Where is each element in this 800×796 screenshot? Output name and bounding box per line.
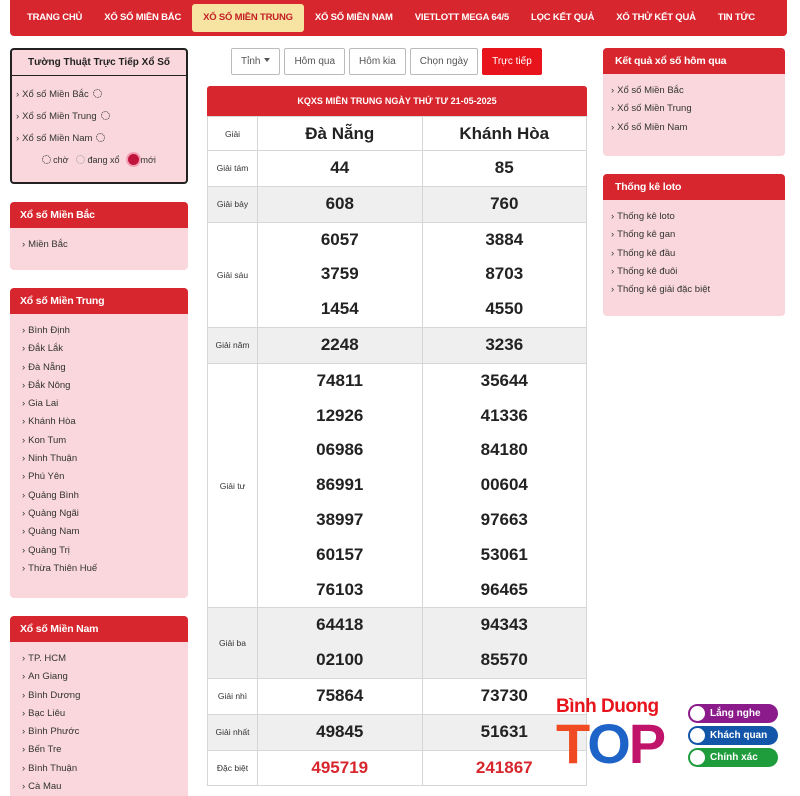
prize-number: 06986 [316,440,364,460]
nav-filter-results[interactable]: LỌC KẾT QUẢ [531,12,595,23]
nav-news[interactable]: TIN TỨC [717,12,755,23]
box-mien-bac-title: Xổ số Miền Bắc [10,202,188,228]
sidebar-link-province[interactable]: › An Giang [22,668,188,686]
prize-number: 85 [494,158,514,177]
running-spinner-icon [76,155,85,164]
sidebar-link-province[interactable]: › Quảng Bình [22,487,188,505]
sidebar-link-province[interactable]: › Bình Thuận [22,760,188,778]
watermark-logo: TOP [556,712,665,775]
sidebar-link-province[interactable]: › Thừa Thiên Huế [22,560,188,578]
prize-number: 94343 [480,615,528,635]
prize-row [208,151,587,187]
sidebar-link-province[interactable]: › Quảng Ngãi [22,505,188,523]
waiting-spinner-icon [96,133,105,142]
sidebar-link-province[interactable]: › Ninh Thuận [22,450,188,468]
live-draw-title: Tường Thuật Trực Tiếp Xổ Số [12,50,186,76]
sidebar-link-province[interactable]: › Quảng Trị [22,542,188,560]
result-panel [207,86,587,786]
prize-numbers [258,608,423,679]
tag-objective: Khách quan [688,726,778,745]
prize-number: 96465 [480,579,528,599]
live-item-mien-bac[interactable]: › Xổ số Miền Bắc [16,84,186,106]
sidebar-link-province[interactable]: › Khánh Hòa [22,413,188,431]
live-item-mien-trung[interactable]: › Xổ số Miền Trung [16,106,186,128]
prize-number: 75864 [316,685,364,705]
prize-label: Giải nhất [208,714,258,750]
loto-stats-link[interactable]: › Thống kê giải đặc biệt [611,281,785,299]
loto-stats-box [603,174,785,316]
prize-label: Giải sáu [208,222,258,327]
waiting-spinner-icon [42,155,51,164]
prize-numbers [258,327,423,363]
prize-numbers [258,151,423,187]
yesterday-results-box [603,48,785,156]
prize-row [208,678,587,714]
prize-numbers [258,750,423,786]
prize-number: 86991 [316,475,364,495]
sidebar-link-province[interactable]: › Phú Yên [22,468,188,486]
waiting-spinner-icon [101,111,110,120]
prize-label: Đặc biệt [208,750,258,786]
prize-numbers [258,714,423,750]
sidebar-link-province[interactable]: › Bình Dương [22,687,188,705]
prize-number: 97663 [480,509,528,529]
sidebar-link-mien-bac[interactable]: › Miền Bắc [22,236,188,254]
prize-numbers [258,678,423,714]
prize-number: 76103 [316,579,364,599]
prize-number: 38997 [316,509,364,529]
nav-vietlott[interactable]: VIETLOTT MEGA 64/5 [414,12,510,23]
prize-number: 02100 [316,650,364,670]
prize-number: 49845 [316,721,364,741]
prize-number: 41336 [480,405,528,425]
prize-row [208,186,587,222]
sidebar-link-province[interactable]: › Bến Tre [22,741,188,759]
result-title: KQXS MIỀN TRUNG NGÀY THỨ TƯ 21-05-2025 [207,86,587,116]
sidebar-link-province[interactable]: › Cà Mau [22,778,188,796]
prize-number: 1454 [320,299,359,319]
waiting-spinner-icon [93,89,102,98]
prize-number: 53061 [480,544,528,564]
prize-numbers [422,327,587,363]
prize-number: 8703 [485,264,524,284]
prize-number: 84180 [480,440,528,460]
new-burst-icon [128,154,139,165]
prize-number: 608 [325,193,354,213]
prize-number: 495719 [311,757,369,777]
prize-row [208,222,587,327]
prize-number: 3884 [485,229,524,249]
prize-number: 6057 [320,229,359,249]
sidebar-link-province[interactable]: › Đà Nẵng [22,359,188,377]
tag-accurate: Chính xác [688,748,778,767]
box-mien-trung-title: Xổ số Miền Trung [10,288,188,314]
prize-row [208,363,587,608]
watermark-brand: Bình Duong [556,696,659,717]
prize-label: Giải năm [208,327,258,363]
prize-numbers [422,151,587,187]
prize-number: 73730 [480,685,528,705]
prize-number: 2248 [320,334,359,354]
prize-number: 60157 [316,544,364,564]
prize-number: 85570 [480,650,528,670]
prize-number: 35644 [480,370,528,390]
prize-number: 760 [490,193,519,213]
prize-label: Giải tám [208,151,258,187]
prize-header-label: Giải [208,117,258,151]
loto-stats-link[interactable]: › Thống kê gan [611,226,785,244]
box-mien-nam [10,616,188,796]
nav-home[interactable]: TRANG CHỦ [27,12,83,23]
prize-number: 64418 [316,615,364,635]
pick-date-button[interactable]: Chọn ngày [410,48,478,75]
sidebar-link-province[interactable]: › Bình Phước [22,723,188,741]
nav-mien-bac[interactable]: XỔ SỐ MIỀN BẮC [104,12,182,23]
yesterday-button[interactable]: Hôm qua [284,48,345,75]
yesterday-results-link[interactable]: › Xổ số Miền Trung [611,100,785,118]
prize-numbers [422,608,587,679]
province-header-row [208,117,587,151]
sidebar-link-province[interactable]: › TP. HCM [22,650,188,668]
prize-numbers [422,363,587,608]
prize-label: Giải bảy [208,186,258,222]
box-mien-nam-title: Xổ số Miền Nam [10,616,188,642]
nav-mien-trung[interactable]: XỔ SỐ MIỀN TRUNG [192,4,304,32]
loto-stats-link[interactable]: › Thống kê đuôi [611,263,785,281]
nav-trial-draw[interactable]: XỔ THỬ KẾT QUẢ [616,12,696,23]
prize-number: 3759 [320,264,359,284]
date-filters [231,48,542,75]
live-draw-box [10,48,188,184]
prize-number: 00604 [480,475,528,495]
prize-row [208,327,587,363]
live-item-mien-nam[interactable]: › Xổ số Miền Nam [16,128,186,150]
binh-duong-top-watermark [556,696,796,792]
sidebar-link-province[interactable]: › Bạc Liêu [22,705,188,723]
loto-stats-link[interactable]: › Thống kê đầu [611,245,785,263]
prize-number: 241867 [475,757,533,777]
loto-stats-title: Thống kê loto [603,174,785,200]
prize-number: 74811 [316,370,363,390]
box-mien-bac [10,202,188,270]
sidebar-link-province[interactable]: › Quảng Nam [22,523,188,541]
live-legend: chờ đang xổ mới [12,154,186,165]
prize-row [208,608,587,679]
prize-numbers [258,222,423,327]
day-before-button[interactable]: Hôm kia [349,48,406,75]
sidebar-link-province[interactable]: › Đắk Lắk [22,340,188,358]
sidebar-link-province[interactable]: › Gia Lai [22,395,188,413]
prize-number: 4550 [485,299,524,319]
prize-number: 3236 [485,334,524,354]
prize-label: Giải tư [208,363,258,608]
box-mien-trung [10,288,188,598]
caret-down-icon [264,58,270,62]
prize-label: Giải nhì [208,678,258,714]
yesterday-results-link[interactable]: › Xổ số Miền Bắc [611,82,785,100]
prize-row [208,714,587,750]
prize-row [208,750,587,786]
live-button[interactable]: Trực tiếp [482,48,542,75]
province-name[interactable]: Đà Nẵng [258,117,423,151]
prize-number: 44 [330,158,350,177]
yesterday-results-link[interactable]: › Xổ số Miền Nam [611,119,785,137]
loto-stats-link[interactable]: › Thống kê loto [611,208,785,226]
prize-numbers [422,186,587,222]
prize-number: 51631 [480,721,528,741]
sidebar-link-province[interactable]: › Bình Định [22,322,188,340]
sidebar-link-province[interactable]: › Đắk Nông [22,377,188,395]
province-name[interactable]: Khánh Hòa [422,117,587,151]
prize-numbers [258,186,423,222]
province-dropdown[interactable]: Tỉnh [231,48,280,75]
prize-numbers [422,222,587,327]
nav-mien-nam[interactable]: XỔ SỐ MIỀN NAM [314,12,393,23]
yesterday-results-title: Kết quả xổ số hôm qua [603,48,785,74]
prize-number: 12926 [316,405,364,425]
tag-listen: Lắng nghe [688,704,778,723]
result-table [207,116,587,786]
top-navigation [10,0,787,36]
sidebar-link-province[interactable]: › Kon Tum [22,432,188,450]
prize-numbers [258,363,423,608]
prize-label: Giải ba [208,608,258,679]
